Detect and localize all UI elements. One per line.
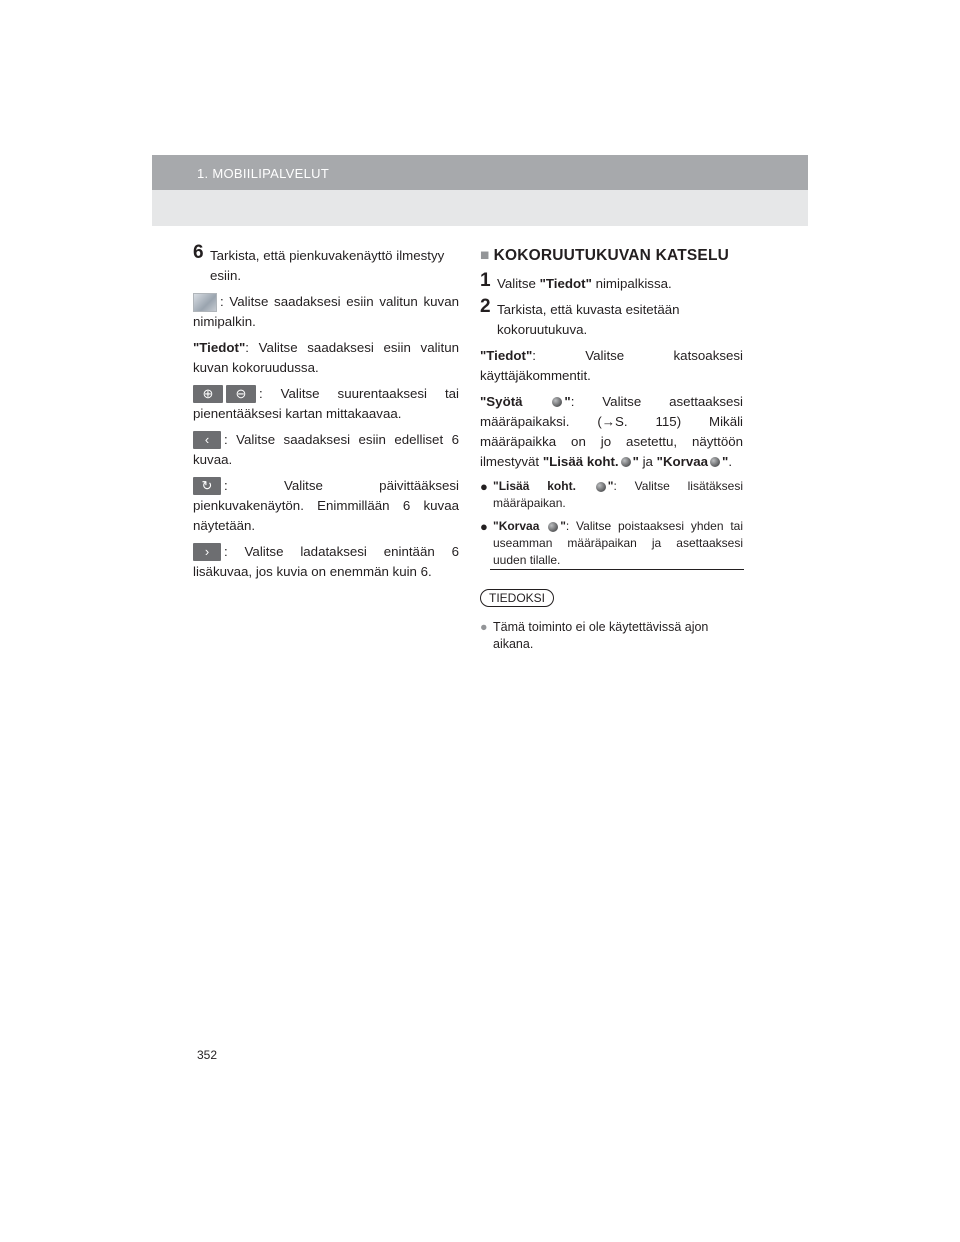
refresh-description: ↻ : Valitse päivittääksesi pienkuvakenäytön. Enimmillään 6 kuvaa näytetään. (193, 478, 459, 533)
section-title: 1. MOBIILIPALVELUT (197, 166, 330, 181)
step-number: 1 (480, 270, 491, 291)
step-1: 1 Valitse "Tiedot" nimipalkissa. (480, 270, 672, 291)
step-2: 2 Tarkista, että kuvasta esitetään kokoruutukuva. (480, 296, 680, 337)
note-label: TIEDOKSI (480, 589, 554, 607)
bullet-dot-icon: ● (480, 519, 488, 534)
note-item: ● Tämä toiminto ei ole käytettävissä ajon aikana. (480, 620, 709, 651)
step-text: Tarkista, että pienkuvakenäyttö ilmestyy esiin. (210, 248, 445, 283)
square-bullet-icon: ■ (480, 247, 490, 264)
left-column (193, 242, 459, 588)
step-number: 2 (480, 296, 491, 317)
zoom-description: ⊕ ⊖ : Valitse suurentaaksesi tai pienentääksesi kartan mittakaavaa. (193, 386, 459, 421)
bullet-korvaa: ● "Korvaa ": Valitse poistaaksesi yhden tai useamman määräpaikan ja asettaaksesi uuden tilalle. (480, 519, 743, 567)
header-subbar (152, 190, 808, 226)
refresh-icon: ↻ (193, 477, 221, 495)
step-6 (193, 242, 459, 286)
bullet-dot-icon: ● (480, 479, 488, 494)
next-description: › : Valitse ladataksesi enintään 6 lisäkuvaa, jos kuvia on enemmän kuin 6. (193, 544, 459, 579)
arrow-icon (621, 457, 631, 467)
step-number: 6 (193, 242, 204, 263)
arrow-icon (552, 397, 562, 407)
tiedot-description: "Tiedot": Valitse katsoaksesi käyttäjäkommentit. (480, 348, 743, 383)
note-divider (490, 569, 744, 570)
chevron-right-icon: › (193, 543, 221, 561)
image-icon-description: : Valitse saadaksesi esiin valitun kuvan nimipalkin. (193, 294, 459, 329)
bullet-lisaa: ● "Lisää koht. ": Valitse lisätäksesi määräpaikan. (480, 479, 743, 510)
image-icon (193, 293, 217, 312)
arrow-icon (548, 522, 558, 532)
page-number: 352 (197, 1048, 218, 1062)
arrow-icon (710, 457, 720, 467)
chevron-left-icon: ‹ (193, 431, 221, 449)
arrow-icon (596, 482, 606, 492)
section-heading: ■ KOKORUUTUKUVAN KATSELU (480, 247, 730, 264)
tiedot-description: "Tiedot": Valitse saadaksesi esiin valitun kuvan kokoruudussa. (193, 340, 459, 375)
previous-description: ‹ : Valitse saadaksesi esiin edelliset 6 kuvaa. (193, 432, 459, 467)
syota-description: "Syötä ": Valitse asettaaksesi määräpaikaksi. (→S. 115) Mikäli määräpaikka on jo asetettu, näyttöön ilmestyvät "Lisää koht. " ja "Korvaa ". (480, 394, 744, 469)
zoom-out-icon: ⊖ (226, 385, 256, 403)
tiedot-label: "Tiedot" (193, 340, 246, 355)
zoom-in-icon: ⊕ (193, 385, 223, 403)
bullet-dot-icon: ● (480, 620, 488, 634)
right-column (480, 246, 743, 653)
